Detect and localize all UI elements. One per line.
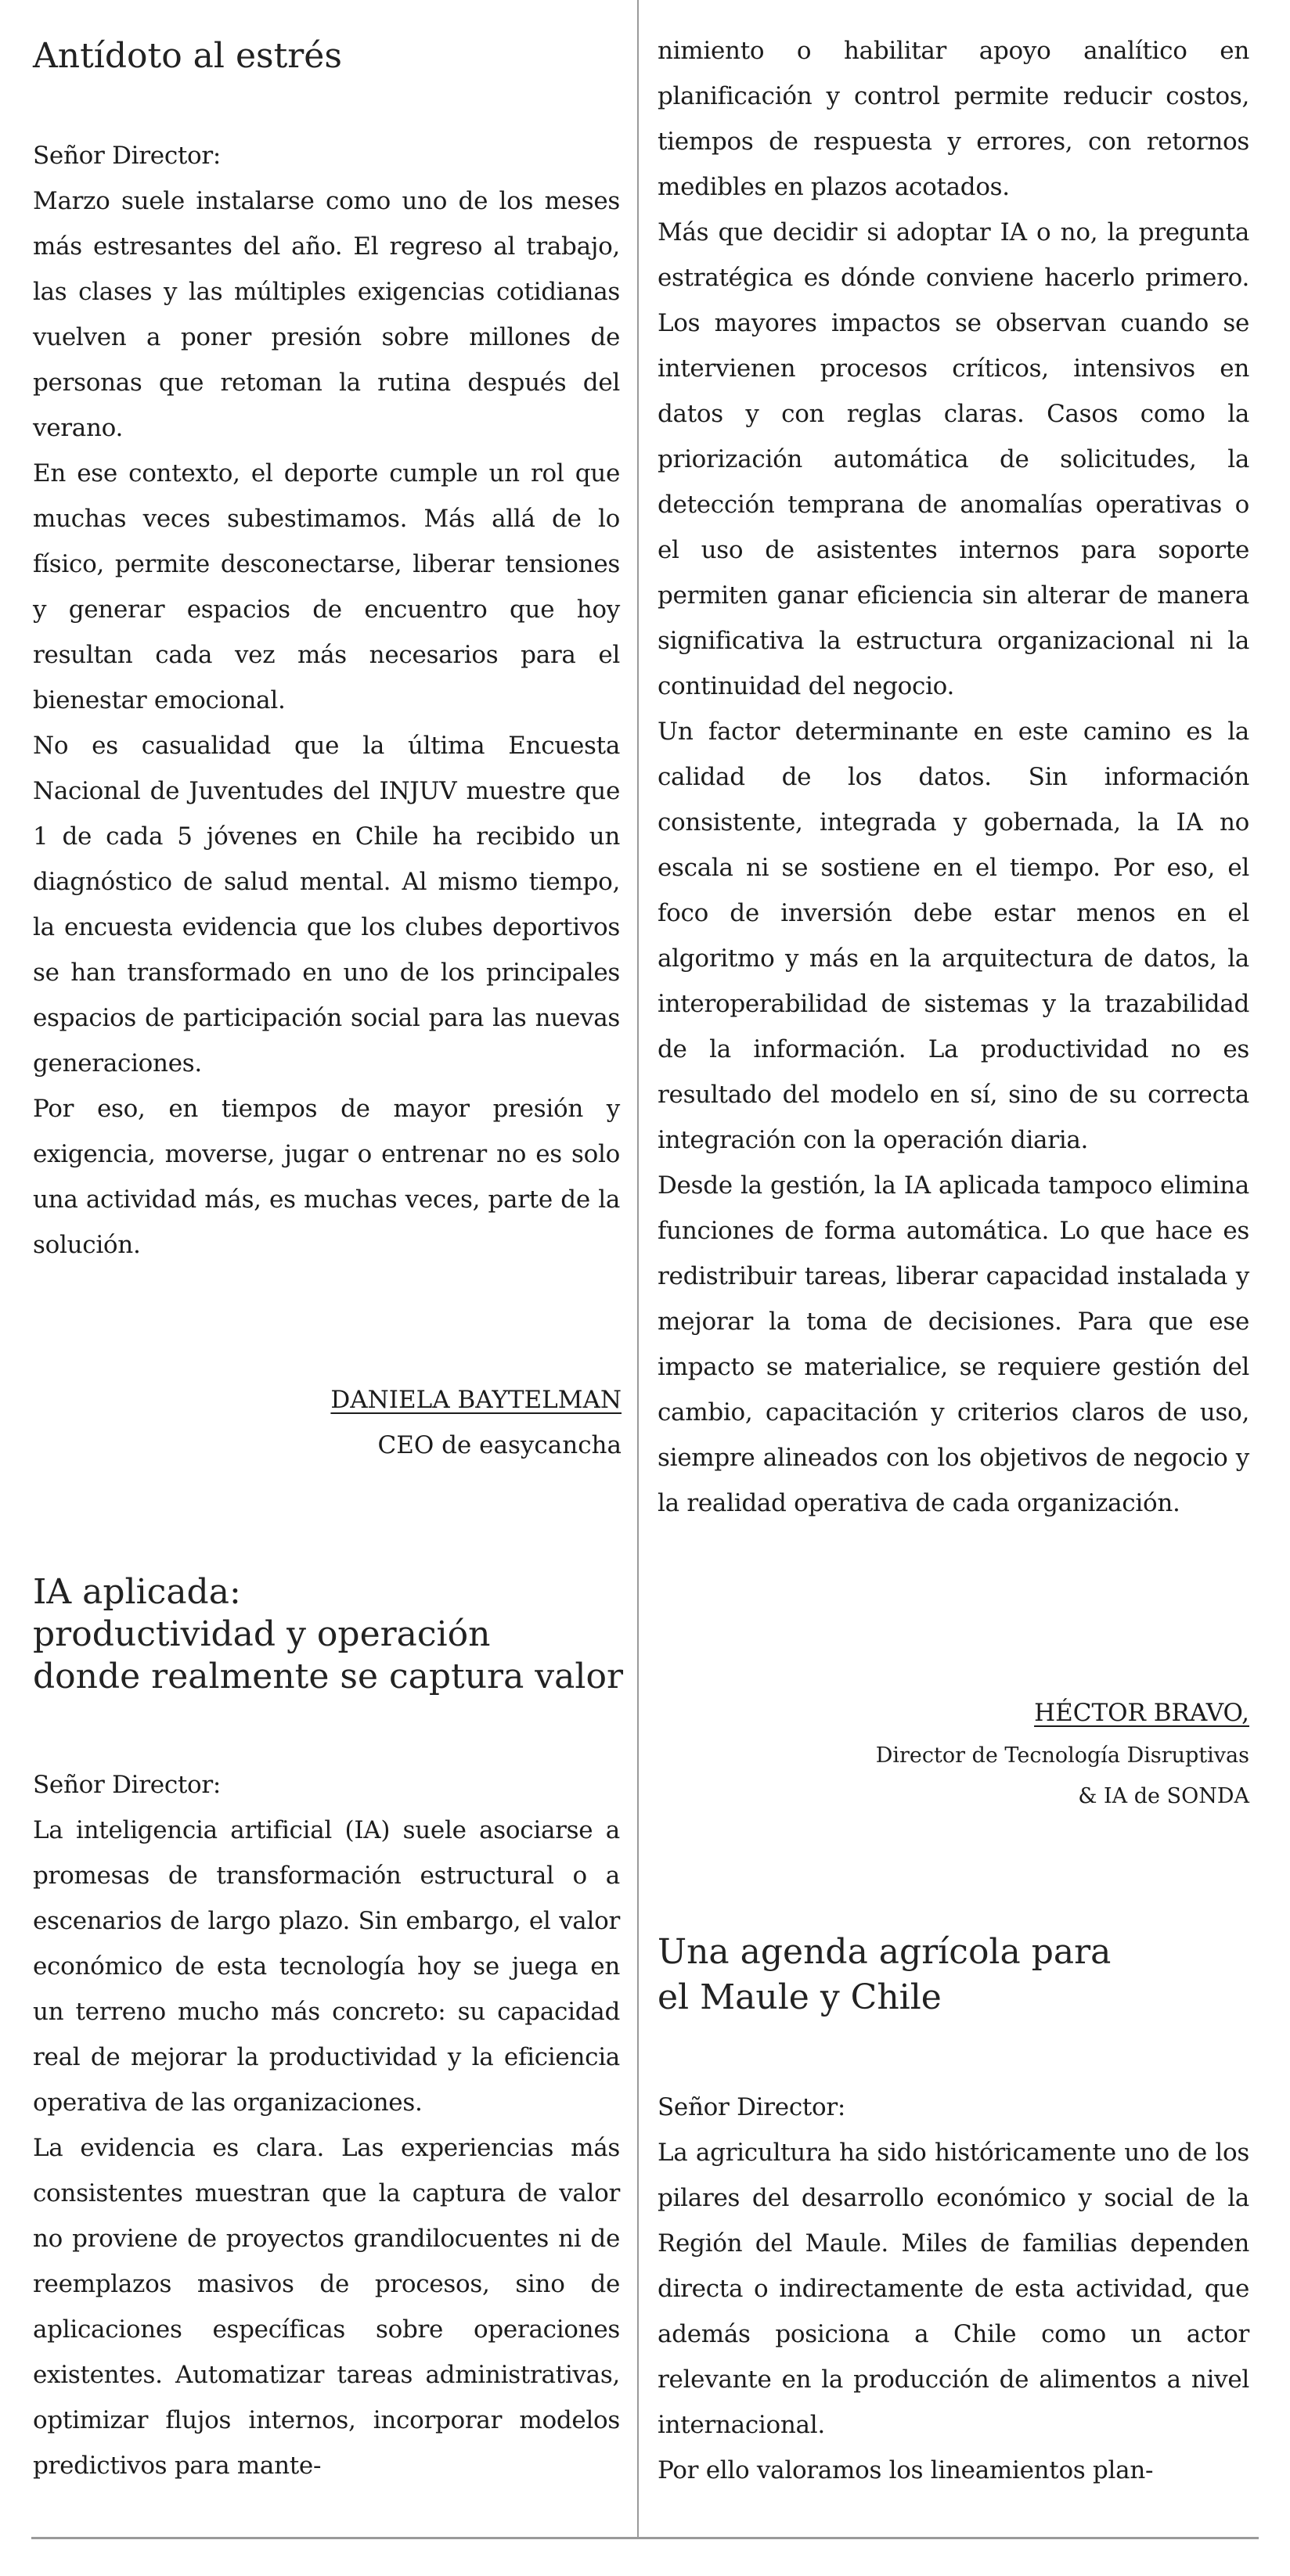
paragraph: La agricultura ha sido históricamente uno de los pilares del desarrollo económico y social de la Región del Maule. Miles de familias dependen directa o indirectamente de esta actividad, que además posiciona a Chile como un actor relevante en la producción de alimentos a nivel internacional. <box>658 2139 1249 2439</box>
column-divider <box>637 0 639 2539</box>
paragraph: En ese contexto, el deporte cumple un rol que muchas veces subestimamos. Más allá de lo físico, permite desconectarse, liberar tensiones y generar espacios de encuentro que hoy resultan cada vez más necesarios para el bienestar emocional. <box>33 459 620 714</box>
letter-body-maule <box>658 2085 1249 2493</box>
letter-body-ia-left <box>33 1762 620 2488</box>
paragraph: No es casualidad que la última Encuesta Nacional de Juventudes del INJUV muestre que 1 de cada 5 jóvenes en Chile ha recibido un diagnóstico de salud mental. Al mismo tiempo, la encuesta evidencia que los clubes deportivos se han transformado en uno de los principales espacios de participación social para las nuevas generaciones. <box>33 732 620 1078</box>
paragraph: Un factor determinante en este camino es la calidad de los datos. Sin información consistente, integrada y gobernada, la IA no escala ni se sostiene en el tiempo. Por eso, el foco de inversión debe estar menos en el algoritmo y más en la arquitectura de datos, la interoperabilidad de sistemas y la trazabilidad de la información. La productividad no es resultado del modelo en sí, sino de su correcta integración con la operación diaria. <box>658 718 1249 1154</box>
signature-antidoto <box>74 1377 622 1468</box>
paragraph: La evidencia es clara. Las experiencias más consistentes muestran que la captura de valor no proviene de proyectos grandilocuentes ni de reemplazos masivos de procesos, sino de aplicaciones específicas sobre operaciones existentes. Automatizar tareas administrativas, optimizar flujos internos, incorporar modelos predictivos para mante- <box>33 2134 620 2480</box>
letter-body-ia-right <box>658 28 1249 1526</box>
paragraph: Marzo suele instalarse como uno de los meses más estresantes del año. El regreso al trabajo, las clases y las múltiples exigencias cotidianas vuelven a poner presión sobre millones de personas que retoman la rutina después del verano. <box>33 187 620 442</box>
signature-ia <box>701 1690 1249 1817</box>
title-line: IA aplicada: <box>33 1572 241 1612</box>
paragraph: La inteligencia artificial (IA) suele asociarse a promesas de transformación estructural o a escenarios de largo plazo. Sin embargo, el valor económico de esta tecnología hoy se juega en un terreno mucho más concreto: su capacidad real de mejorar la productividad y la eficiencia operativa de las organizaciones. <box>33 1816 620 2117</box>
salutation: Señor Director: <box>33 142 222 170</box>
title-line: donde realmente se captura valor <box>33 1657 623 1696</box>
salutation: Señor Director: <box>658 2093 846 2121</box>
signer-role: & IA de SONDA <box>1078 1784 1249 1808</box>
paragraph: Por ello valoramos los lineamientos plan- <box>658 2456 1154 2484</box>
paragraph: Desde la gestión, la IA aplicada tampoco elimina funciones de forma automática. Lo que hace es redistribuir tareas, liberar capacidad instalada y mejorar la toma de decisiones. Para que ese impacto se materialice, se requiere gestión del cambio, capacitación y criterios claros de uso, siempre alineados con los objetivos de negocio y la realidad operativa de cada organización. <box>658 1171 1249 1517</box>
paragraph: nimiento o habilitar apoyo analítico en planificación y control permite reducir costos, tiempos de respuesta y errores, con retornos medibles en plazos acotados. <box>658 37 1249 201</box>
title-line: Una agenda agrícola para <box>658 1932 1112 1972</box>
letter-title-ia <box>33 1571 628 1698</box>
signer-name: HÉCTOR BRAVO, <box>1034 1699 1249 1727</box>
paragraph: Más que decidir si adoptar IA o no, la pregunta estratégica es dónde conviene hacerlo primero. Los mayores impactos se observan cuando se intervienen procesos críticos, intensivos en datos y con reglas claras. Casos como la priorización automática de solicitudes, la detección temprana de anomalías operativas o el uso de asistentes internos para soporte permiten ganar eficiencia sin alterar de manera significativa la estructura organizacional ni la continuidad del negocio. <box>658 218 1249 700</box>
letter-body-antidoto <box>33 133 620 1268</box>
signer-name: DANIELA BAYTELMAN <box>330 1386 622 1414</box>
salutation: Señor Director: <box>33 1771 222 1799</box>
paragraph: Por eso, en tiempos de mayor presión y exigencia, moverse, jugar o entrenar no es solo una actividad más, es muchas veces, parte de la solución. <box>33 1095 620 1259</box>
letter-title-maule <box>658 1930 1249 2020</box>
title-line: el Maule y Chile <box>658 1977 942 2017</box>
title-line: productividad y operación <box>33 1614 491 1654</box>
signer-role: Director de Tecnología Disruptivas <box>875 1743 1249 1768</box>
page-bottom-rule <box>31 2537 1259 2539</box>
signer-role: CEO de easycancha <box>377 1431 622 1459</box>
letter-title-antidoto: Antídoto al estrés <box>33 36 342 76</box>
